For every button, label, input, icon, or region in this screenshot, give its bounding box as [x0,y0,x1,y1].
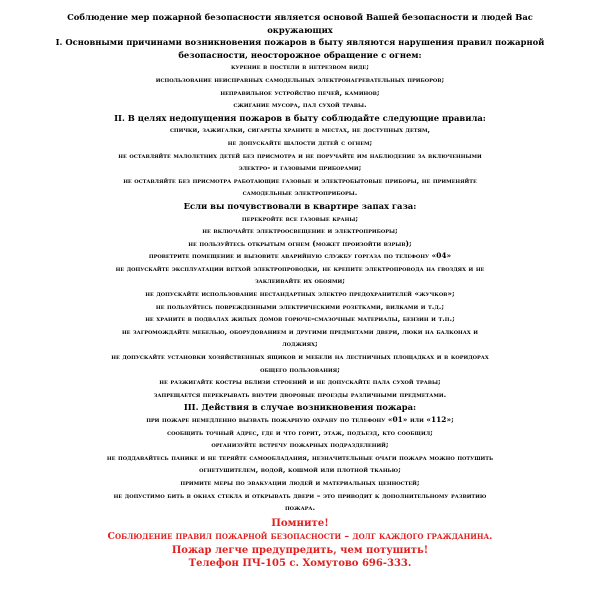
list-item: запрещается перекрывать внутри дворовые проезды различными предметами. [153,389,447,399]
list-item: не допускайте шалости детей с огнем; [227,137,373,147]
list-item: огнетушителем, водой, кошмой или плотной тканью; [199,465,401,475]
list-item: не допустимо бить в окнах стекла и открывать двери – это приводит к дополнительному развитию [113,490,487,500]
list-item: не поддавайтесь панике и не теряйте самообладания, незначительные очаги пожара можно потушить [106,452,494,462]
list-item: электро- и газовыми приборами; [238,163,362,173]
list-item: сообщить точный адрес, где и что горит, этаж, подъезд, кто сообщил; [167,427,433,437]
list-item: перекройте все газовые краны; [241,213,359,223]
list-item: пожара. [284,503,316,513]
prevent-line: Пожар легче предупредить, чем потушить! [171,544,429,556]
list-item: неправильное устройство печей, каминов; [220,87,380,97]
list-item: не допускайте использование нестандартных электро предохранителей «жучков»; [145,289,455,299]
list-item: не оставляйте малолетних детей без присмотра и не поручайте им наблюдение за включенными [118,150,482,160]
section1-heading: безопасности, неосторожное обращение с огнем: [178,49,422,60]
list-item: общего пользования; [260,364,340,374]
list-item: курение в постели в нетрезвом виде; [231,62,369,72]
list-item: сжигание мусора, пал сухой травы. [233,100,367,110]
list-item: лоджиях; [282,339,318,349]
section3-heading: III. Действия в случае возникновения пожара: [183,402,417,413]
list-item: не загромождайте мебелью, оборудованием и другими предметами двери, люки на балконах и [121,326,479,336]
remember-heading: Помните! [271,516,329,529]
list-item: самодельные электроприборы. [242,188,358,198]
gas-heading: Если вы почувствовали в квартире запах газа: [183,200,417,211]
list-item: не оставляйте без присмотра работающие газовые и электробытовые приборы, не применяйте [123,175,477,185]
list-item: заклеивайте их обоями; [255,276,345,286]
list-item: не включайте электроосвещение и электроприборы; [202,226,398,236]
list-item: спички, зажигалки, сигареты храните в местах, не доступных детям, [169,125,431,135]
list-item: не разжигайте костры вблизи строений и не допускайте пала сухой травы; [159,377,441,387]
list-item: организуйте встречу пожарных подразделений; [211,440,389,450]
list-item: при пожаре немедленно вызвать пожарную охрану по телефону «01» или «112»; [146,415,454,424]
list-item: использование неисправных самодельных электронагревательных приборов; [155,74,445,84]
list-item: не допускайте эксплуатации ветхой электропроводки, не крепите электропровода на гвоздях и не [115,263,485,273]
phone-line: Телефон ПЧ-105 с. Хомутово 696-333. [188,558,412,570]
duty-line: Соблюдение правил пожарной безопасности – долг каждого гражданина. [107,531,493,543]
list-item: не пользуйтесь поврежденными электрическими розетками, вилками и т.д.; [155,301,445,311]
list-item: проветрите помещение и вызовите аварийную службу горгаза по телефону «04» [148,251,452,261]
fire-safety-notice [8,0,592,571]
intro-line: Соблюдение мер пожарной безопасности является основой Вашей безопасности и людей Вас [67,12,533,22]
list-item: не пользуйтесь открытым огнем (может произойти взрыв); [188,238,412,248]
list-item: примите меры по эвакуации людей и материальных ценностей; [180,477,420,487]
list-item: не храните в подвалах жилых домов горюче-смазочные материалы, бензин и т.п.; [145,314,455,324]
list-item: не допускайте установки хозяйственных ящиков и мебели на лестничных площадках и в коридорах [111,352,489,362]
intro-line: окружающих [267,24,333,35]
section2-heading: II. В целях недопущения пожаров в быту соблюдайте следующие правила: [114,112,486,123]
section1-heading: I. Основными причинами возникновения пожаров в быту являются нарушения правил пожарной [55,37,545,48]
